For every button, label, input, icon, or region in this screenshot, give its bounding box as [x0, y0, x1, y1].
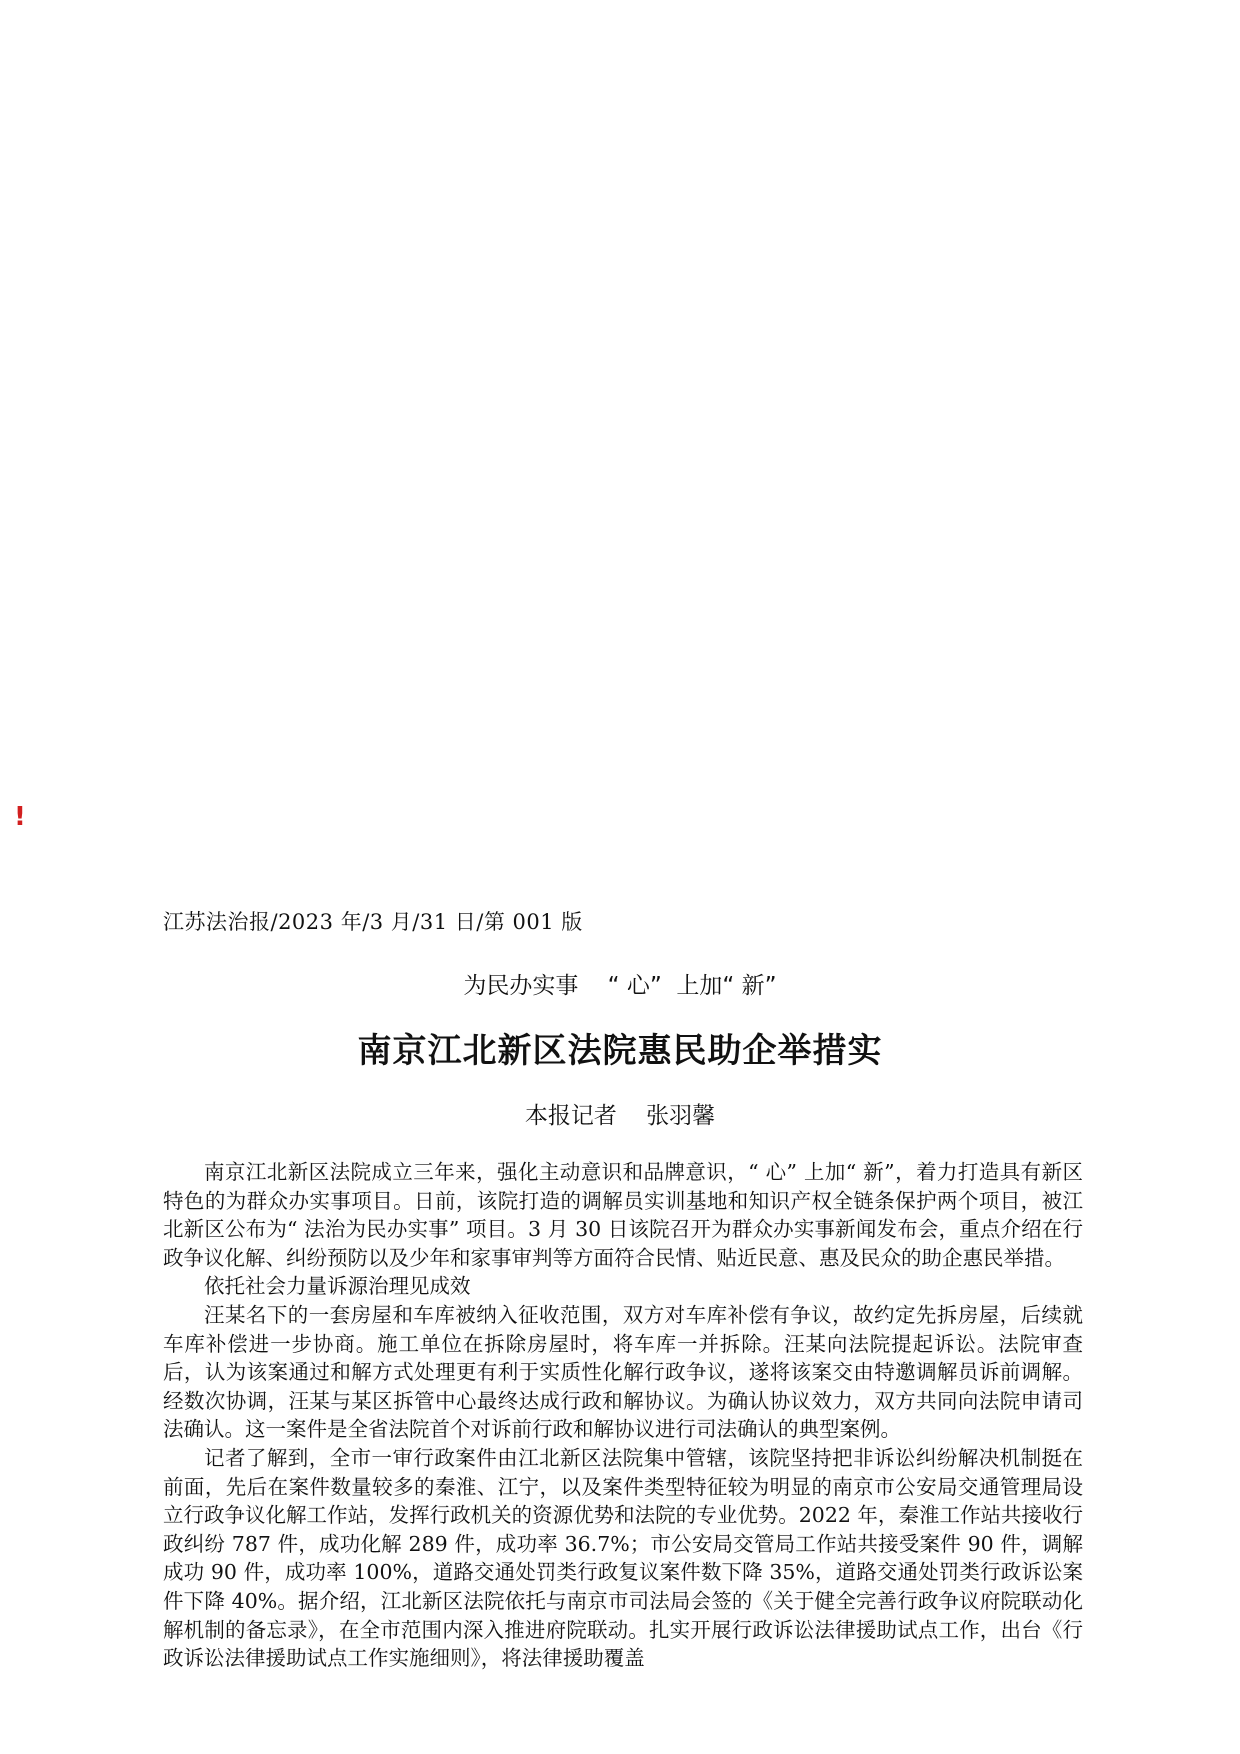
article-headline: 南京江北新区法院惠民助企举措实 — [357, 1031, 883, 1071]
article-byline: 本报记者 张羽馨 — [524, 1103, 716, 1129]
body-paragraph: 汪某名下的一套房屋和车库被纳入征收范围，双方对车库补偿有争议，故约定先拆房屋，后续就车库补偿进一步协商。施工单位在拆除房屋时，将车库一并拆除。汪某向法院提起诉讼。法院审查后，认为该案通过和解方式处理更有利于实质性化解行政争议，遂将该案交由特邀调解员诉前调解。经数次协调，汪某与某区拆管中心最终达成行政和解协议。为确认协议效力，双方共同向法院申请司法确认。这一案件是全省法院首个对诉前行政和解协议进行司法确认的典型案例。 — [163, 1302, 1083, 1442]
body-paragraph: 记者了解到，全市一审行政案件由江北新区法院集中管辖，该院坚持把非诉讼纠纷解决机制挺在前面，先后在案件数量较多的秦淮、江宁，以及案件类型特征较为明显的南京市公安局交通管理局设立行政争议化解工作站，发挥行政机关的资源优势和法院的专业优势。2022 年，秦淮工作站共接收行政纠纷 787 件，成功化解 289 件，成功率 36.7%；市公安局交管局工作站共接受案件 90 件，调解成功 90 件，成功率 100%，道路交通处罚类行政复议案件数下降 35%，道路交通处罚类行政诉讼案件下降 40%。据介绍，江北新区法院依托与南京市司法局会签的《关于健全完善行政争议府院联动化解机制的备忘录》，在全市范围内深入推进府院联动。扎实开展行政诉讼法律援助试点工作，出台《行政诉讼法律援助试点工作实施细则》，将法律援助覆盖 — [163, 1445, 1083, 1671]
margin-exclamation-mark: ! — [14, 802, 26, 832]
section-heading: 依托社会力量诉源治理见成效 — [204, 1274, 471, 1299]
article-subtitle: 为民办实事 “ 心” 上加“ 新” — [463, 973, 777, 999]
body-paragraph: 南京江北新区法院成立三年来，强化主动意识和品牌意识，“ 心” 上加“ 新”，着力打造具有新区特色的为群众办实事项目。日前，该院打造的调解员实训基地和知识产权全链条保护两个项目，被江北新区公布为“ 法治为民办实事” 项目。3 月 30 日该院召开为群众办实事新闻发布会，重点介绍在行政争议化解、纠纷预防以及少年和家事审判等方面符合民情、贴近民意、惠及民众的助企惠民举措。 — [163, 1160, 1083, 1270]
article-body — [163, 1158, 1083, 1673]
publication-dateline: 江苏法治报/2023 年/3 月/31 日/第 001 版 — [163, 910, 583, 934]
